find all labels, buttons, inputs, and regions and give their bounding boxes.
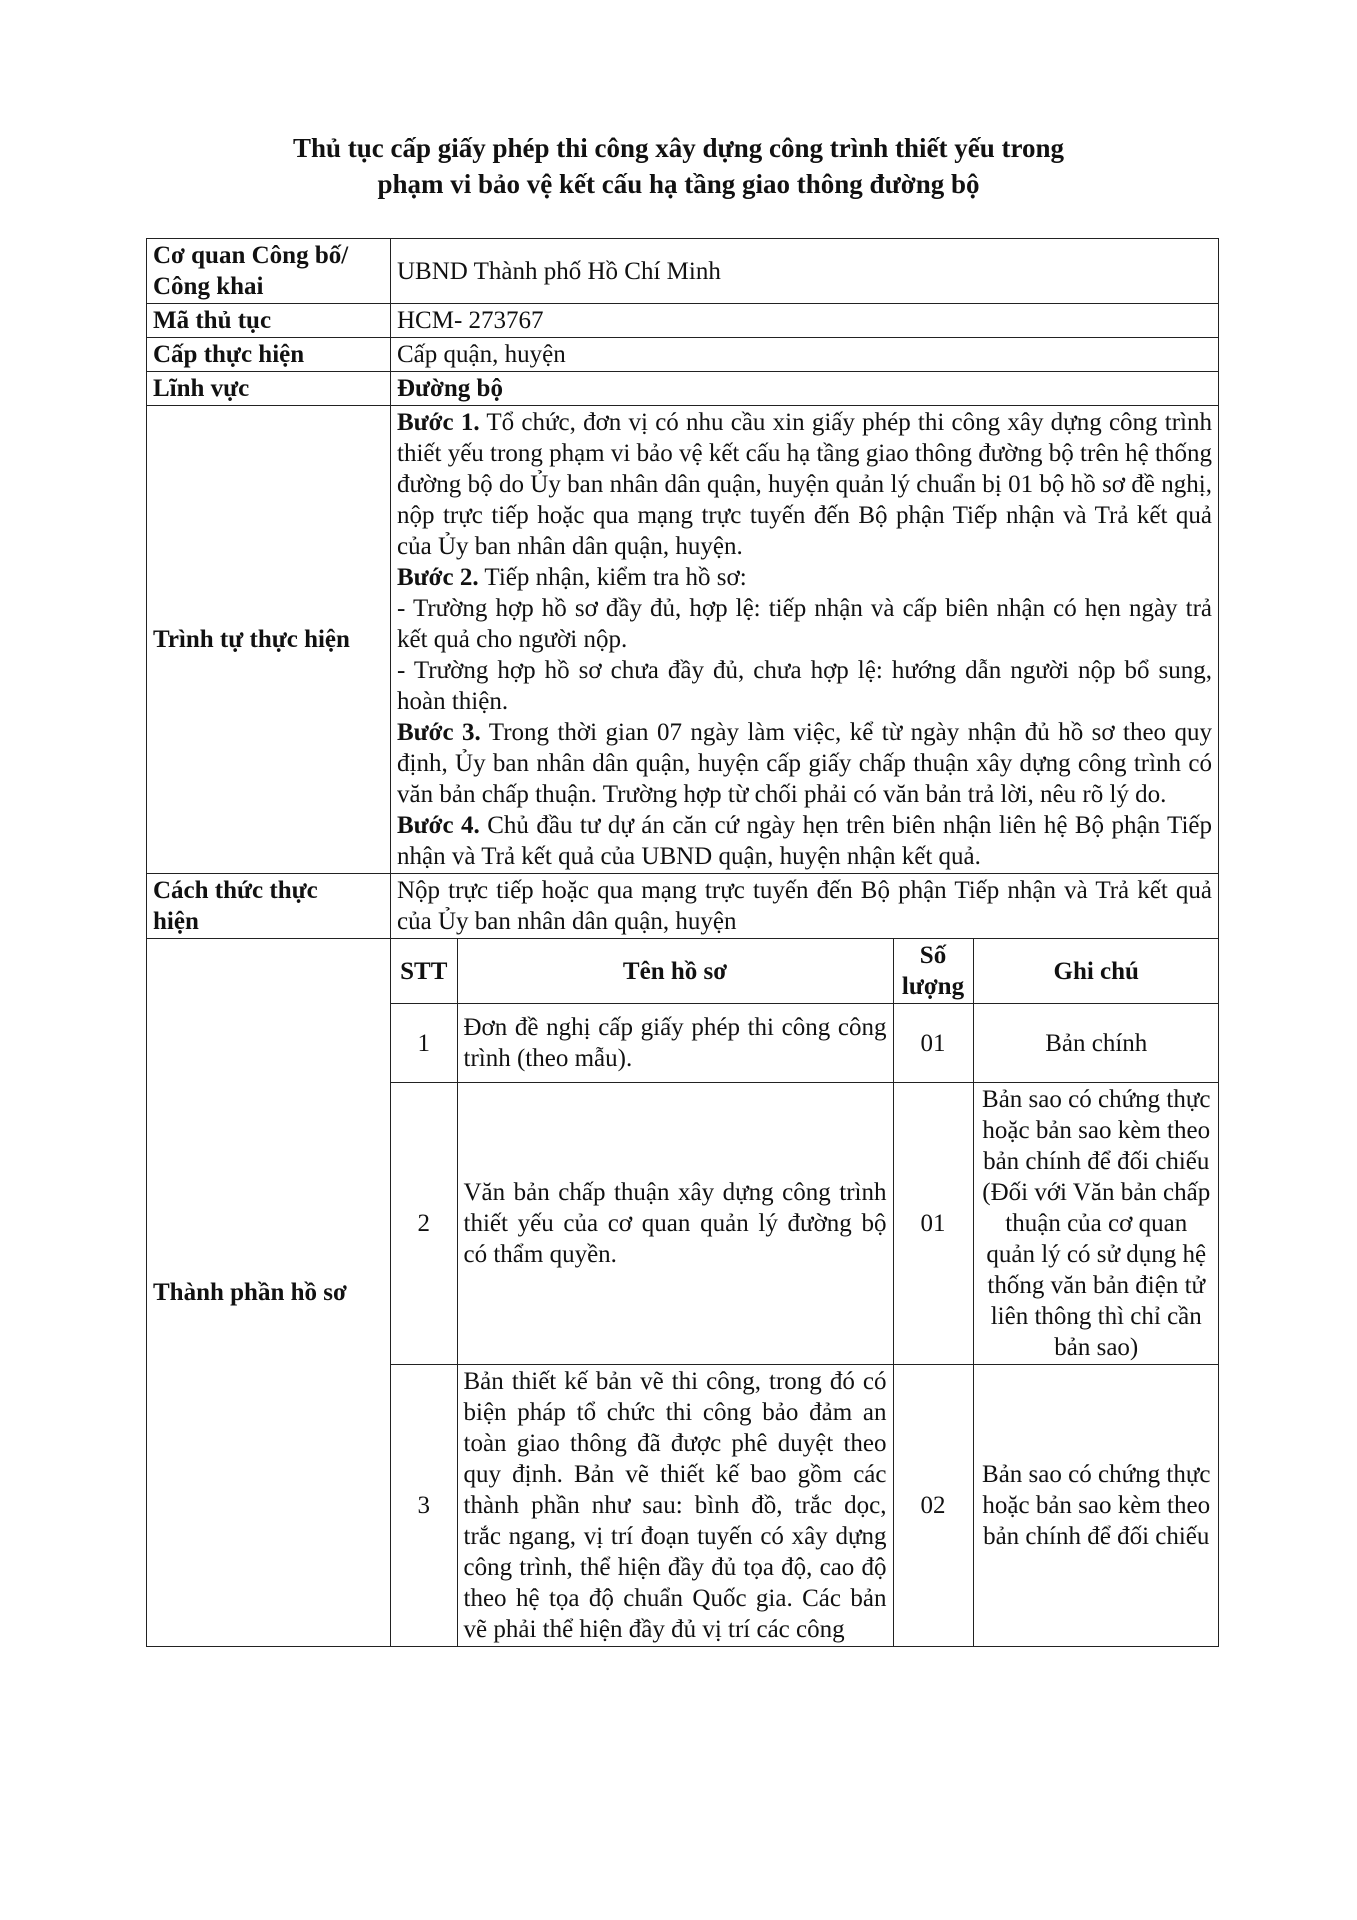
item-qty: 01 [893,1004,973,1083]
row-code [147,304,1219,338]
code-value: HCM- 273767 [391,304,1219,338]
title-line-2: phạm vi bảo vệ kết cấu hạ tầng giao thông đường bộ [377,169,980,199]
method-label: Cách thức thực hiện [147,874,391,939]
step-1: Bước 1. Tổ chức, đơn vị có nhu cầu xin giấy phép thi công xây dựng công trình thiết yếu trong phạm vi bảo vệ kết cấu hạ tầng giao thông đường bộ trên hệ thống đường bộ do Ủy ban nhân dân quận, huyện quản lý chuẩn bị 01 bộ hồ sơ đề nghị, nộp trực tiếp hoặc qua mạng trực tuyến đến Bộ phận Tiếp nhận và Trả kết quả của Ủy ban nhân dân quận, huyện. [397,409,1212,560]
title-line-1: Thủ tục cấp giấy phép thi công xây dựng công trình thiết yếu trong [292,133,1065,163]
dossier-table-cell [391,939,1219,1647]
item-qty: 02 [893,1365,973,1647]
method-value: Nộp trực tiếp hoặc qua mạng trực tuyến đến Bộ phận Tiếp nhận và Trả kết quả của Ủy ban nhân dân quận, huyện [391,874,1219,939]
item-note: Bản sao có chứng thực hoặc bản sao kèm theo bản chính để đối chiếu [973,1365,1219,1647]
row-sequence [147,406,1219,874]
table-row [391,1365,1219,1647]
level-label: Cấp thực hiện [147,338,391,372]
item-name: Bản thiết kế bản vẽ thi công, trong đó có biện pháp tổ chức thi công bảo đảm an toàn giao thông đã được phê duyệt theo quy định. Bản vẽ thiết kế bao gồm các thành phần như sau: bình đồ, trắc dọc, trắc ngang, vị trí đoạn tuyến có xây dựng công trình, thể hiện đầy đủ tọa độ, cao độ theo hệ tọa độ chuẩn Quốc gia. Các bản vẽ phải thể hiện đầy đủ vị trí các công [457,1365,893,1647]
row-method [147,874,1219,939]
row-field [147,372,1219,406]
header-note: Ghi chú [973,939,1219,1004]
row-level [147,338,1219,372]
procedure-table [146,238,1219,1647]
step-3: Bước 3. Trong thời gian 07 ngày làm việc, kể từ ngày nhận đủ hồ sơ theo quy định, Ủy ban nhân dân quận, huyện cấp giấy chấp thuận xây dựng công trình có văn bản chấp thuận. Trường hợp từ chối phải có văn bản trả lời, nêu rõ lý do. [397,719,1212,808]
table-row [391,1083,1219,1365]
agency-value: UBND Thành phố Hồ Chí Minh [391,239,1219,304]
item-stt: 2 [391,1083,457,1365]
row-dossier [147,939,1219,1647]
step-2-case-a: - Trường hợp hồ sơ đầy đủ, hợp lệ: tiếp nhận và cấp biên nhận có hẹn ngày trả kết quả cho người nộp. [397,595,1212,653]
dossier-label: Thành phần hồ sơ [147,939,391,1647]
level-value: Cấp quận, huyện [391,338,1219,372]
step-2-case-b: - Trường hợp hồ sơ chưa đầy đủ, chưa hợp lệ: hướng dẫn người nộp bổ sung, hoàn thiện. [397,657,1212,715]
item-qty: 01 [893,1083,973,1365]
step-2: Bước 2. Tiếp nhận, kiểm tra hồ sơ: [397,564,747,591]
header-name: Tên hồ sơ [457,939,893,1004]
item-name: Văn bản chấp thuận xây dựng công trình thiết yếu của cơ quan quản lý đường bộ có thẩm quyền. [457,1083,893,1365]
item-stt: 3 [391,1365,457,1647]
header-qty: Số lượng [893,939,973,1004]
document-title [0,130,1357,202]
item-name: Đơn đề nghị cấp giấy phép thi công công trình (theo mẫu). [457,1004,893,1083]
code-label: Mã thủ tục [147,304,391,338]
sequence-label: Trình tự thực hiện [147,406,391,874]
header-stt: STT [391,939,457,1004]
item-note: Bản sao có chứng thực hoặc bản sao kèm theo bản chính để đối chiếu (Đối với Văn bản chấp thuận của cơ quan quản lý có sử dụng hệ thống văn bản điện tử liên thông thì chỉ cần bản sao) [973,1083,1219,1365]
table-row [391,1004,1219,1083]
item-stt: 1 [391,1004,457,1083]
field-label: Lĩnh vực [147,372,391,406]
dossier-header-row [391,939,1219,1004]
item-note: Bản chính [973,1004,1219,1083]
field-value: Đường bộ [391,372,1219,406]
row-agency [147,239,1219,304]
agency-label: Cơ quan Công bố/ Công khai [147,239,391,304]
sequence-value [391,406,1219,874]
dossier-table [391,939,1219,1646]
step-4: Bước 4. Chủ đầu tư dự án căn cứ ngày hẹn trên biên nhận liên hệ Bộ phận Tiếp nhận và Trả kết quả của UBND quận, huyện nhận kết quả. [397,812,1212,870]
